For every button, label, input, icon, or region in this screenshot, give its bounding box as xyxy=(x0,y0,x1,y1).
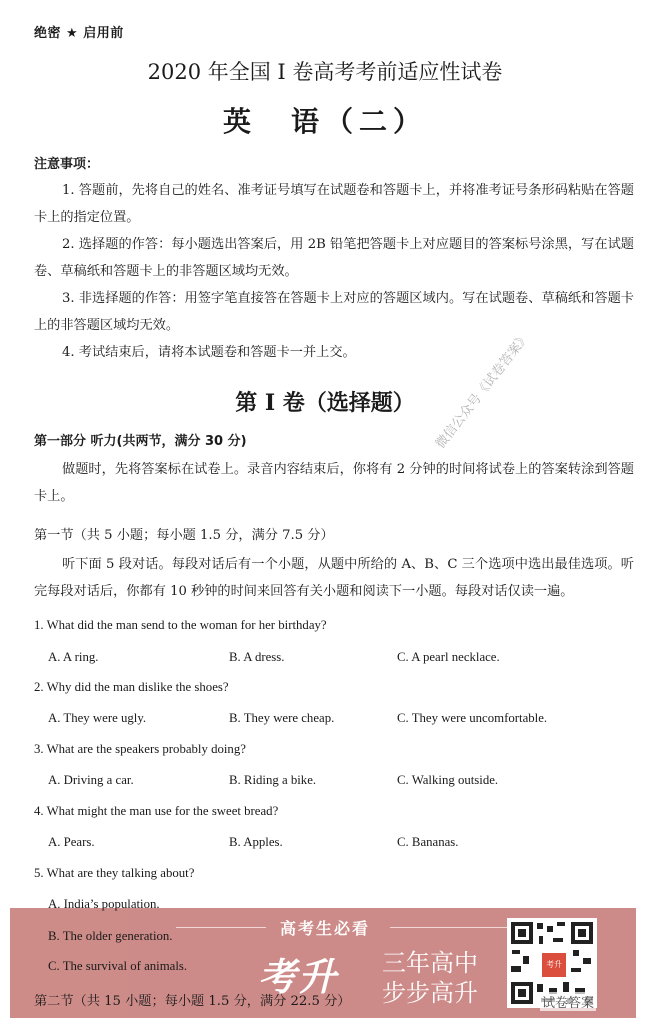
question-stem: 1. What did the man send to the woman for her birthday? xyxy=(34,618,327,632)
question-stem: 5. What are they talking about? xyxy=(34,866,195,880)
slogan-line: 三年高中 xyxy=(382,949,478,977)
watermark: 微信公众号《试卷答案》 xyxy=(433,329,534,452)
part1-intro: 做题时，先将答案标在试卷上。录音内容结束后，你将有 2 分钟的时间将试卷上的答案转涂到答题卡上。 xyxy=(34,462,634,504)
notice-item: 3. 非选择题的作答：用签字笔直接答在答题卡上对应的答题区域内。写在试题卷、草稿纸和答题卡上的非答题区域均无效。 xyxy=(34,291,634,333)
option-c: C. Bananas. xyxy=(397,835,459,849)
option-a: A. India’s population. xyxy=(48,897,160,911)
notice-heading: 注意事项： xyxy=(34,157,100,172)
option-a: A. A ring. xyxy=(48,650,99,664)
notice-item: 1. 答题前，先将自己的姓名、准考证号填写在试题卷和答题卡上，并将准考证号条形码粘贴在答题卡上的指定位置。 xyxy=(34,183,634,225)
notice-item: 4. 考试结束后，请将本试题卷和答题卡一并上交。 xyxy=(62,345,356,360)
option-c: C. A pearl necklace. xyxy=(397,650,500,664)
banner-slogan xyxy=(382,948,478,1008)
option-b: B. Riding a bike. xyxy=(229,773,317,787)
question-stem: 2. Why did the man dislike the shoes? xyxy=(34,680,229,694)
notice-item: 2. 选择题的作答：每小题选出答案后，用 2B 铅笔把答题卡上对应题目的答案标号涂黑，写在试题卷、草稿纸和答题卡上的非答题区域均无效。 xyxy=(34,237,634,279)
option-b: B. The older generation. xyxy=(48,929,173,943)
part1-heading: 第一部分 听力(共两节，满分 30 分) xyxy=(34,434,247,449)
option-c: C. Walking outside. xyxy=(397,773,499,787)
banner-tag: 高考生必看 xyxy=(280,919,371,938)
subject-title: 英 语（二） xyxy=(222,105,427,138)
divider xyxy=(176,927,266,928)
exam-title: 2020 年全国 I 卷高考考前适应性试卷 xyxy=(147,60,503,84)
option-a: A. Pears. xyxy=(48,835,95,849)
option-c: C. The survival of animals. xyxy=(48,959,188,973)
option-a: A. They were ugly. xyxy=(48,711,147,725)
option-a: A. Driving a car. xyxy=(48,773,134,787)
option-b: B. They were cheap. xyxy=(229,711,335,725)
divider xyxy=(390,927,510,928)
sub1-intro: 听下面 5 段对话。每段对话后有一个小题，从题中所给的 A、B、C 三个选项中选出最佳选项。听完每段对话后，你都有 10 秒钟的时间来回答有关小题和阅读下一小题。每段对话仅读一遍。 xyxy=(34,557,634,599)
option-c: C. They were uncomfortable. xyxy=(397,711,548,725)
question-stem: 4. What might the man use for the sweet bread? xyxy=(34,804,279,818)
option-b: B. Apples. xyxy=(229,835,283,849)
confidential-label: 绝密 ★ 启用前 xyxy=(34,26,124,41)
question-stem: 3. What are the speakers probably doing? xyxy=(34,742,246,756)
brand-logo: 考升 xyxy=(258,955,339,999)
slogan-line: 步步高升 xyxy=(382,979,478,1007)
qr-badge: 考升 xyxy=(540,951,568,979)
account-label: 试卷答案 xyxy=(540,992,596,1011)
option-b: B. A dress. xyxy=(229,650,285,664)
section-title: 第 I 卷（选择题） xyxy=(235,390,415,416)
sub1-heading: 第一节（共 5 小题；每小题 1.5 分，满分 7.5 分） xyxy=(34,528,334,543)
sub2-heading: 第二节（共 15 小题；每小题 1.5 分，满分 22.5 分） xyxy=(34,994,351,1009)
